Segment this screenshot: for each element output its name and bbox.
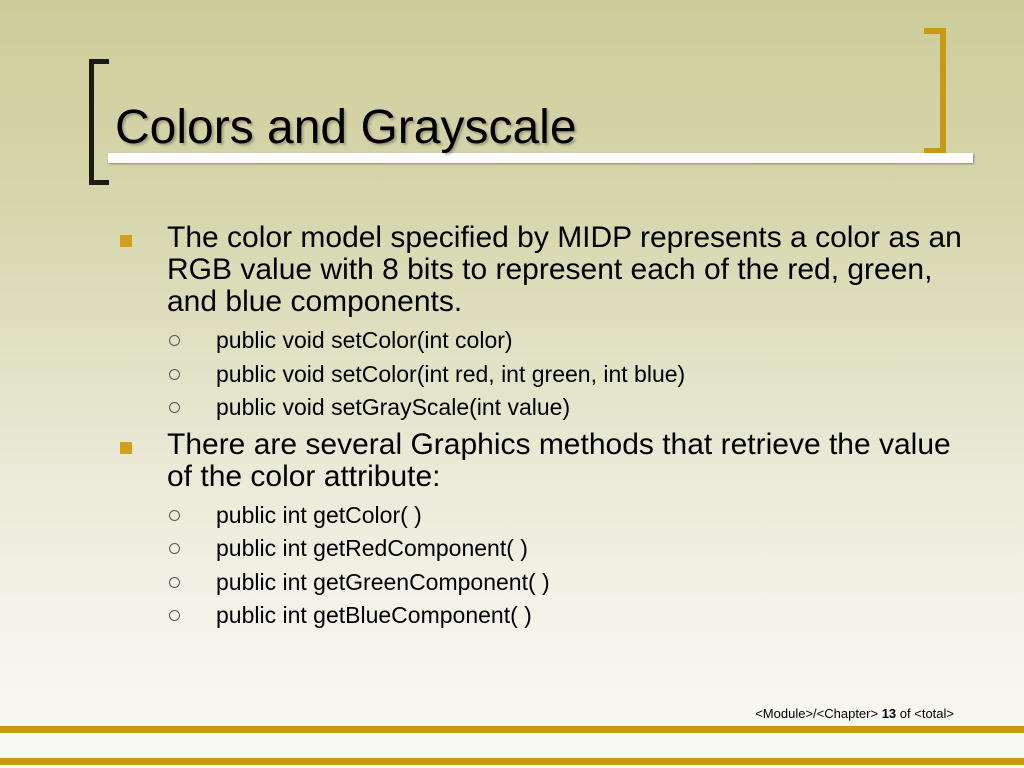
circle-bullet-icon <box>169 369 180 380</box>
footer-prefix: <Module>/<Chapter> <box>755 706 882 721</box>
square-bullet-icon <box>120 235 132 247</box>
left-bracket-decoration <box>89 59 109 185</box>
circle-bullet-icon <box>169 402 180 413</box>
slide-footer <box>755 706 954 721</box>
footer-suffix: of <total> <box>896 706 954 721</box>
bullet-group-2 <box>115 429 965 633</box>
slide-body <box>115 222 965 637</box>
circle-bullet-icon <box>169 335 180 346</box>
sub-bullet-item <box>115 599 965 633</box>
circle-bullet-icon <box>169 543 180 554</box>
bullet-group-1 <box>115 222 965 425</box>
slide-title: Colors and Grayscale <box>115 101 577 154</box>
footer-rule-top <box>0 726 1024 733</box>
bullet-item <box>115 222 965 318</box>
sub-bullet-text: public void setColor(int color) <box>216 327 513 353</box>
square-bullet-icon <box>120 442 132 454</box>
sub-bullet-text: public int getRedComponent( ) <box>216 535 528 561</box>
footer-page-number: 13 <box>881 706 897 721</box>
sub-bullet-text: public int getBlueComponent( ) <box>216 602 532 628</box>
sub-bullet-item <box>115 499 965 533</box>
sub-bullet-item <box>115 391 965 425</box>
sub-bullet-text: public int getColor( ) <box>216 501 422 528</box>
sub-bullet-text: public void setColor(int red, int green, int blue) <box>216 360 686 387</box>
circle-bullet-icon <box>169 510 180 521</box>
bullet-text: The color model specified by MIDP represents a color as an RGB value with 8 bits to represent each of the red, green, and blue components. <box>167 221 962 318</box>
bullet-text: There are several Graphics methods that retrieve the value of the color attribute: <box>167 427 951 493</box>
right-bracket-decoration <box>924 28 946 154</box>
sub-bullet-item <box>115 532 965 566</box>
sub-bullet-item <box>115 324 965 358</box>
circle-bullet-icon <box>169 610 180 621</box>
sub-bullet-text: public void setGrayScale(int value) <box>216 394 571 420</box>
footer-rule-bottom <box>0 758 1024 765</box>
sub-bullet-text: public int getGreenComponent( ) <box>216 568 550 595</box>
sub-bullet-item <box>115 566 965 600</box>
bullet-item <box>115 429 965 493</box>
sub-bullet-item <box>115 358 965 392</box>
circle-bullet-icon <box>169 577 180 588</box>
